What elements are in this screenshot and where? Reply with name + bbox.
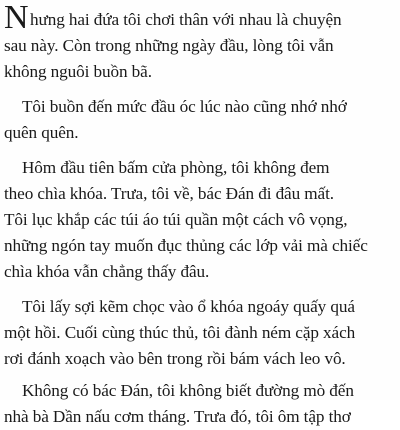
- text-line: không nguôi buồn bã.: [4, 62, 152, 81]
- text-line: hưng hai đứa tôi chơi thân với nhau là chuyện: [30, 10, 342, 29]
- drop-cap: N: [4, 0, 29, 36]
- text-line: nhà bà Dần nấu cơm tháng. Trưa đó, tôi ôm tập thơ: [4, 407, 351, 426]
- text-line: theo chìa khóa. Trưa, tôi về, bác Đán đi đâu mất.: [4, 184, 334, 203]
- text-line: Tôi lục khắp các túi áo túi quần một cách vô vọng,: [4, 210, 348, 229]
- text-line: Tôi buồn đến mức đầu óc lúc nào cũng nhớ nhớ: [22, 97, 347, 116]
- text-line: những ngón tay muốn đục thủng các lớp vải mà chiếc: [4, 236, 368, 255]
- text-line: sau này. Còn trong những ngày đầu, lòng tôi vẫn: [4, 36, 334, 55]
- text-line: Tôi lấy sợi kẽm chọc vào ổ khóa ngoáy quấy quá: [22, 297, 355, 316]
- text-line: Hôm đầu tiên bấm cửa phòng, tôi không đem: [22, 158, 330, 177]
- text-line: Không có bác Đán, tôi không biết đường mò đến: [22, 381, 354, 400]
- text-line: rơi đánh xoạch vào bên trong rồi bám vách leo vô.: [4, 349, 346, 368]
- text-line: một hồi. Cuối cùng thúc thủ, tôi đành ném cặp xách: [4, 323, 356, 342]
- text-line: quên quên.: [4, 123, 79, 142]
- text-line: chìa khóa vẫn chẳng thấy đâu.: [4, 262, 210, 281]
